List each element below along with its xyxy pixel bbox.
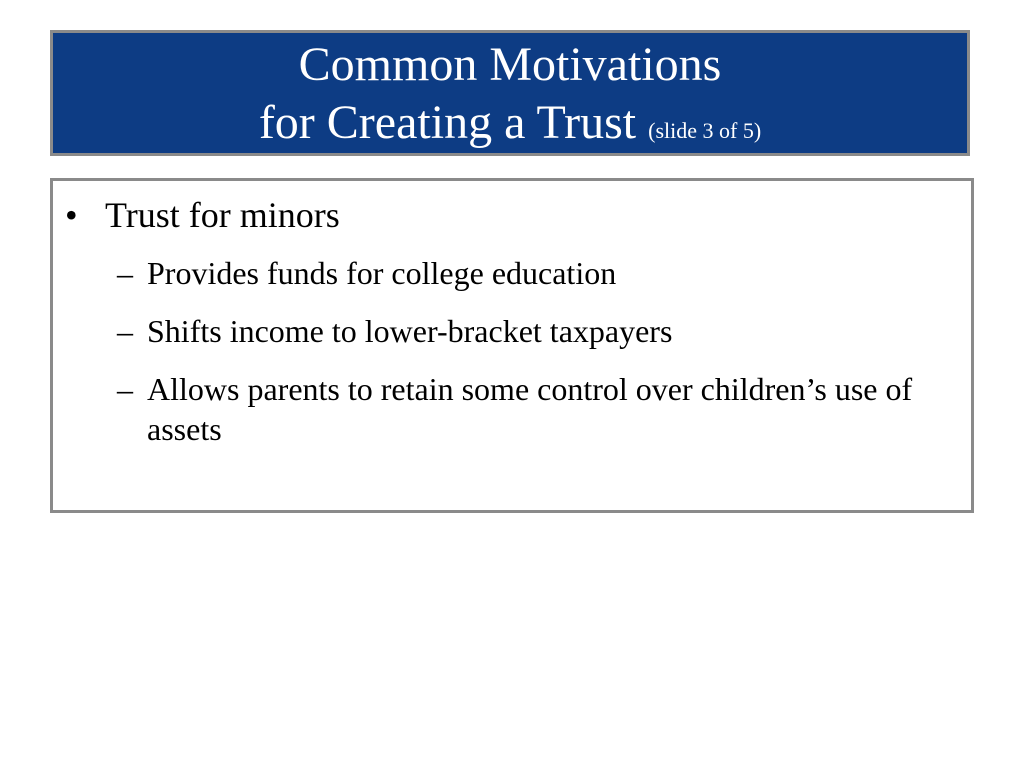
- sub-bullet-item: [117, 311, 957, 351]
- title-box: [50, 30, 970, 156]
- title-line-1: Common Motivations: [298, 38, 722, 91]
- content-box: [50, 178, 974, 513]
- sub-bullet-item: [117, 369, 957, 449]
- slide-counter: (slide 3 of 5): [648, 118, 762, 143]
- sub-bullet-list: [117, 253, 957, 467]
- sub-bullet-text: Shifts income to lower-bracket taxpayers: [147, 313, 673, 349]
- dash-marker: –: [117, 371, 133, 407]
- bullet-marker: •: [65, 195, 78, 235]
- title-line-2-text: for Creating a Trust: [258, 96, 637, 149]
- sub-bullet-item: [117, 253, 957, 293]
- title-line-2: [53, 95, 967, 159]
- bullet-text: Trust for minors: [105, 195, 340, 235]
- sub-bullet-text: Allows parents to retain some control over children’s use of assets: [147, 371, 913, 447]
- sub-bullet-text: Provides funds for college education: [147, 255, 617, 291]
- bullet-item: [63, 193, 340, 237]
- dash-marker: –: [117, 313, 133, 349]
- dash-marker: –: [117, 255, 133, 291]
